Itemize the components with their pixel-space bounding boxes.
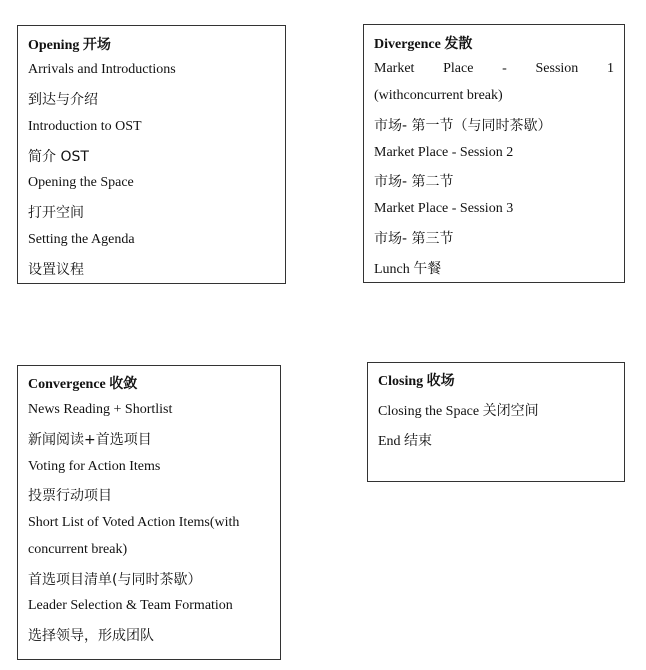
divergence-item-session3-zh: 市场- 第三节 [374, 231, 454, 247]
divergence-item-session1-zh: 市场- 第一节（与同时茶歇） [374, 118, 552, 134]
divergence-item-session2-zh: 市场- 第二节 [374, 174, 454, 190]
closing-box [367, 362, 625, 482]
divergence-session1-line [374, 61, 614, 77]
convergence-item-leader-selection-zh: 选择领导，形成团队 [28, 628, 154, 644]
opening-item-intro-ost: Introduction to OST [28, 119, 142, 134]
closing-item-closing-space: Closing the Space 关闭空间 [378, 404, 539, 419]
closing-item-end: End 结束 [378, 434, 433, 449]
divergence-title: Divergence 发散 [374, 37, 473, 52]
session1-word: Market [374, 61, 415, 76]
divergence-box [363, 24, 625, 283]
divergence-item-lunch: Lunch 午餐 [374, 262, 442, 277]
convergence-item-voting-zh: 投票行动项目 [28, 488, 112, 504]
convergence-item-news-reading-zh: 新闻阅读+首选项目 [28, 432, 152, 448]
convergence-title: Convergence 收敛 [28, 377, 138, 392]
convergence-item-news-reading: News Reading + Shortlist [28, 402, 173, 417]
convergence-item-short-list: Short List of Voted Action Items(with [28, 515, 240, 530]
closing-title: Closing 收场 [378, 374, 455, 389]
divergence-item-concurrent-break: (withconcurrent break) [374, 88, 503, 103]
opening-item-agenda: Setting the Agenda [28, 232, 135, 247]
convergence-box [17, 365, 281, 660]
opening-item-opening-space: Opening the Space [28, 175, 134, 190]
convergence-item-short-list-cont: concurrent break) [28, 542, 128, 557]
session1-word: - [502, 61, 507, 76]
session1-word: Place [443, 61, 474, 76]
opening-item-arrivals: Arrivals and Introductions [28, 62, 176, 77]
session1-word: Session [535, 61, 579, 76]
divergence-item-session3: Market Place - Session 3 [374, 201, 514, 216]
convergence-item-leader-selection: Leader Selection & Team Formation [28, 598, 233, 613]
opening-item-intro-ost-zh: 简介 OST [28, 149, 89, 165]
divergence-item-session2: Market Place - Session 2 [374, 145, 514, 160]
opening-item-opening-space-zh: 打开空间 [28, 205, 84, 221]
opening-item-arrivals-zh: 到达与介绍 [28, 92, 98, 108]
convergence-item-voting: Voting for Action Items [28, 459, 161, 474]
opening-box [17, 25, 286, 284]
opening-title: Opening 开场 [28, 38, 111, 53]
session1-word: 1 [606, 61, 614, 76]
convergence-item-short-list-zh: 首选项目清单(与同时茶歇） [28, 572, 202, 588]
opening-item-agenda-zh: 设置议程 [28, 262, 84, 278]
